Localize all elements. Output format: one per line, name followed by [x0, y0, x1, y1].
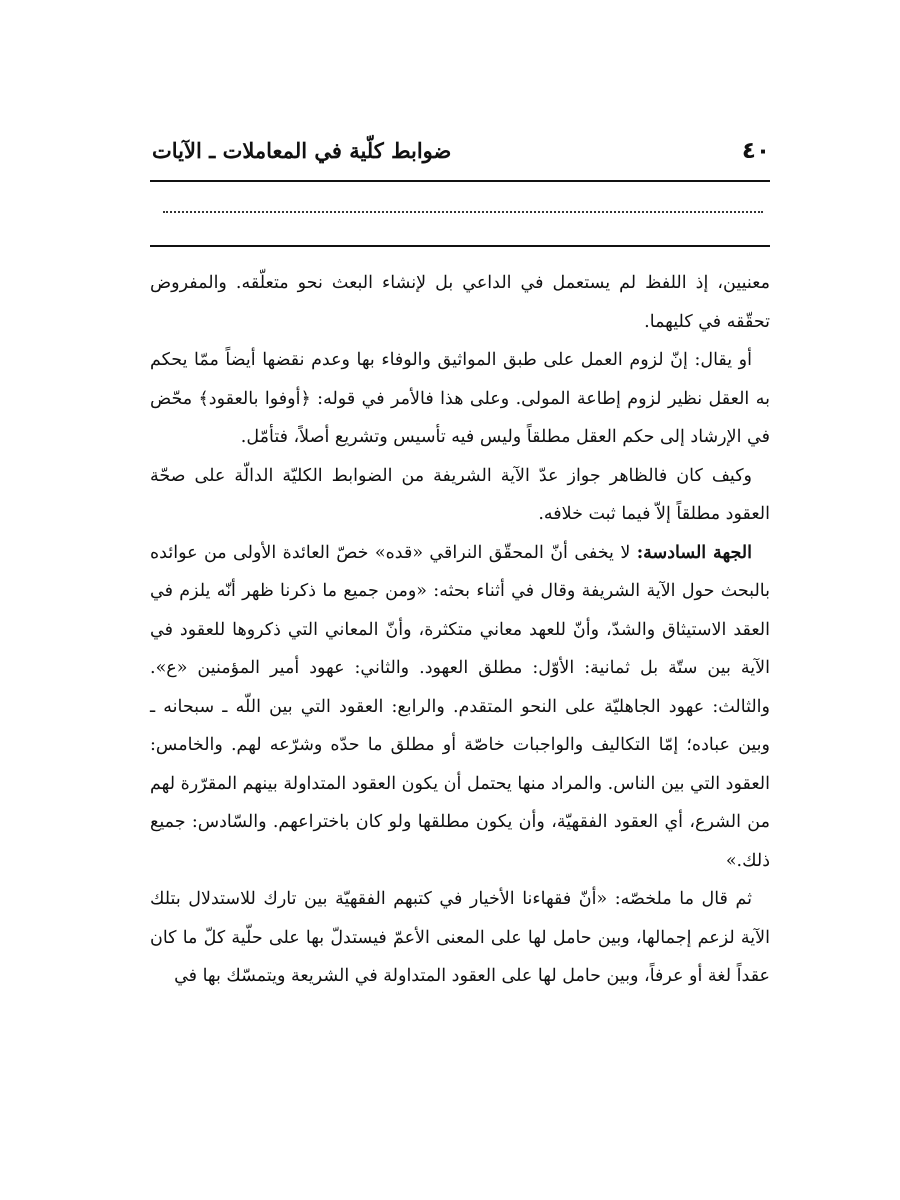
- paragraph-5: ثم قال ما ملخصّه: «أنّ فقهاءنا الأخيار في كتبهم الفقهيّة بين تارك للاستدلال بتلك الآية لزعم إجمالها، وبين حامل لها على المعنى الأعمّ فيستدلّ بها على حلّية كلّ ما كان عقداً لغة أو عرفاً، وبين حامل لها على العقود المتداولة في الشريعة ويتمسّك بها في: [150, 889, 770, 986]
- paragraph-4: [150, 534, 770, 881]
- page-number: ٤٠: [741, 138, 770, 164]
- paragraph-4-text: لا يخفى أنّ المحقّق النراقي «قده» خصّ العائدة الأولى من عوائده بالبحث حول الآية الشريفة وقال في أثناء بحثه: «ومن جميع ما ذكرنا ظهر أنّه يلزم في العقد الاستيثاق والشدّ، وأنّ للعهد معاني متكثرة، وأنّ المعاني التي ذكروها للعقود في الآية بين ستّة بل ثمانية: الأوّل: مطلق العهود. والثاني: عهود أمير المؤمنين «ع». والثالث: عهود الجاهليّة على النحو المتقدم. والرابع: العقود التي بين اللّه ـ سبحانه ـ وبين عباده؛ إمّا التكاليف والواجبات خاصّة أو مطلق ما حدّه وشرّعه لهم. والخامس: العقود التي بين الناس. والمراد منها يحتمل أن يكون العقود المتداولة بينهم المقرّرة لهم من الشرع، أي العقود الفقهيّة، وأن يكون مطلقها ولو كان باختراعهم. والسّادس: جميع ذلك.»: [150, 542, 770, 871]
- page-header: [150, 134, 770, 174]
- section-heading: الجهة السادسة:: [636, 542, 753, 563]
- running-title: ضوابط كلّية في المعاملات ـ الآيات: [152, 138, 452, 163]
- paragraph-1: معنيين، إذ اللفظ لم يستعمل في الداعي بل لإنشاء البعث نحو متعلّقه. والمفروض تحقّقه في كليهما.: [150, 273, 770, 332]
- paragraph-2: أو يقال: إنّ لزوم العمل على طبق المواثيق والوفاء بها وعدم نقضها أيضاً ممّا يحكم به العقل نظير لزوم إطاعة المولى. وعلى هذا فالأمر في قوله: ﴿أوفوا بالعقود﴾ محّض في الإرشاد إلى حكم العقل مطلقاً وليس فيه تأسيس وتشريع أصلاً، فتأمّل.: [150, 350, 770, 447]
- section-rule: [150, 245, 770, 247]
- header-rule: [150, 180, 770, 182]
- body-text: [150, 264, 770, 996]
- dotted-separator: [163, 211, 763, 213]
- paragraph-3: وكيف كان فالظاهر جواز عدّ الآية الشريفة من الضوابط الكليّة الدالّة على صحّة العقود مطلقاً إلاّ فيما ثبت خلافه.: [150, 465, 770, 524]
